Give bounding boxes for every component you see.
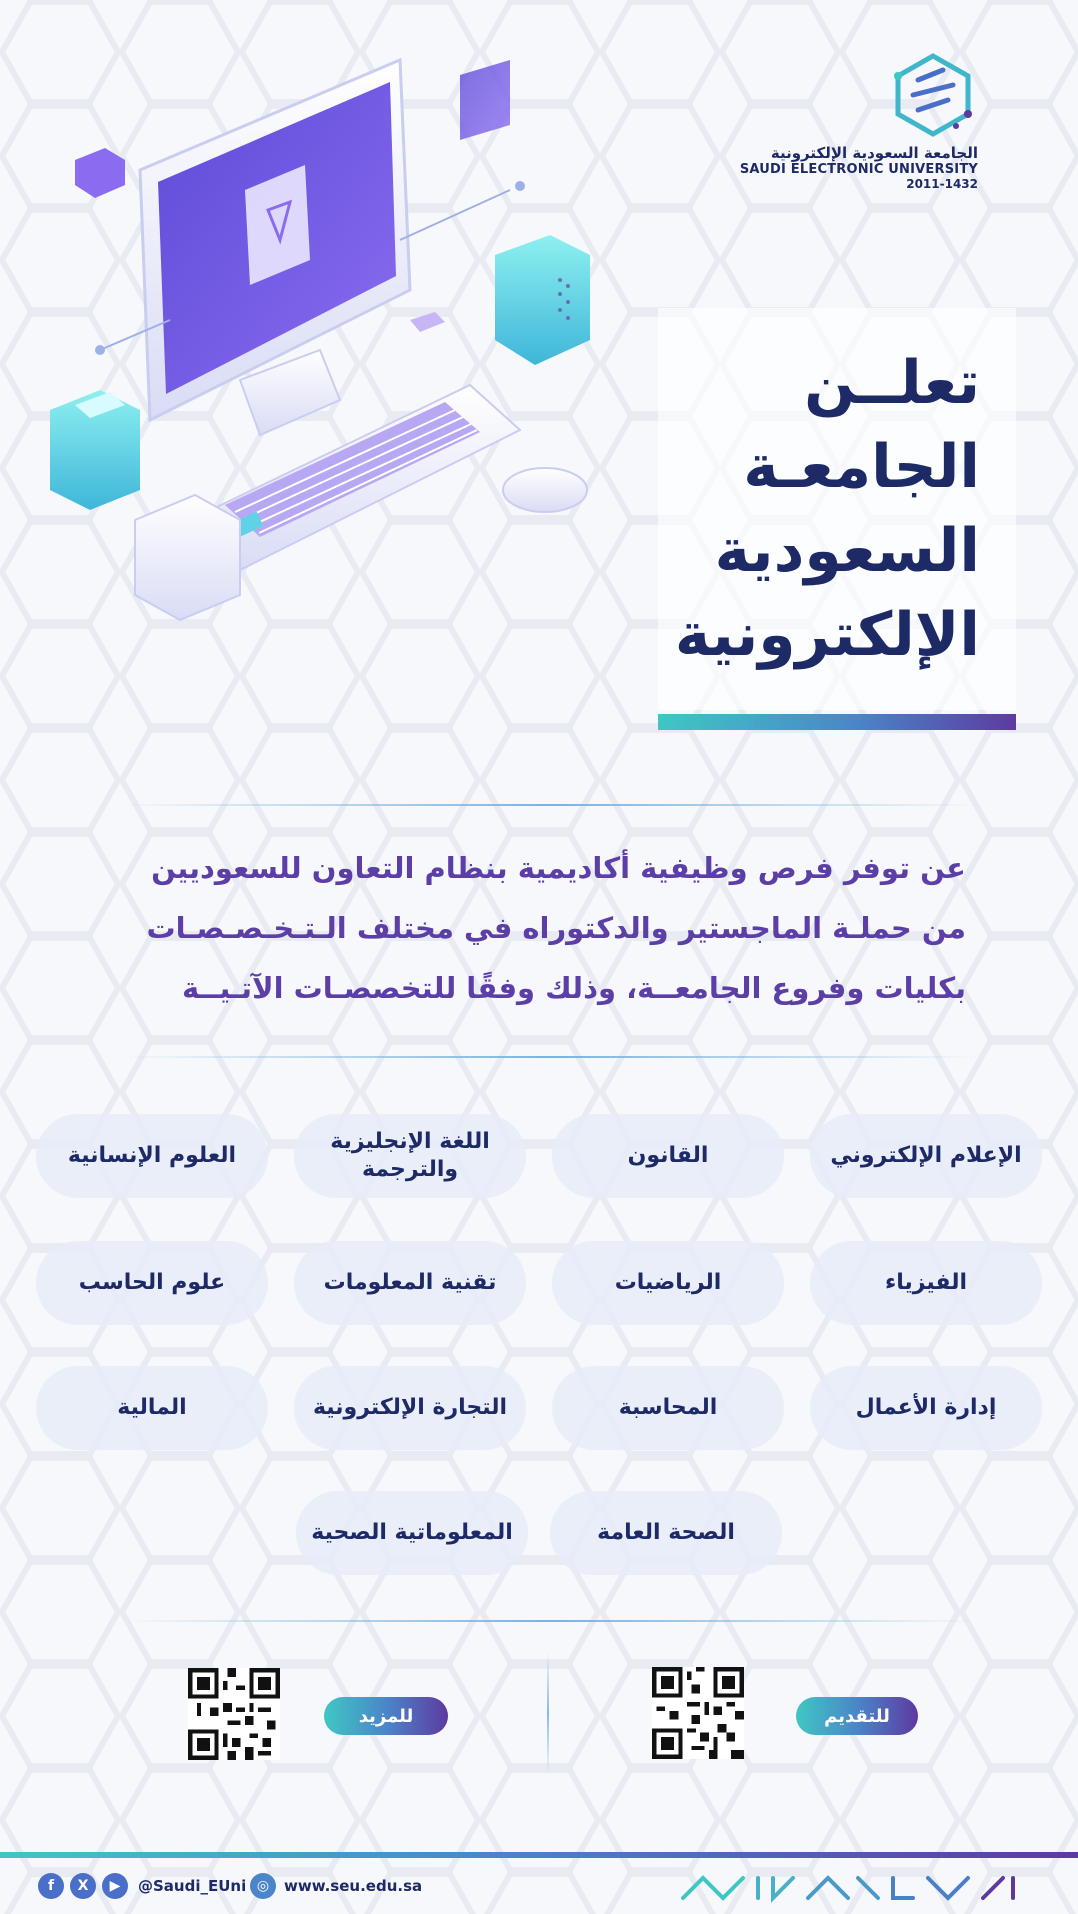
- intro-line-3: بكليات وفروع الجامعــة، وذلك وفقًا للتخصصـات الآتـيــة: [181, 971, 966, 1005]
- website-link: [250, 1873, 422, 1899]
- title-line-1: تعلــن: [804, 348, 980, 418]
- youtube-icon[interactable]: ▶: [102, 1873, 128, 1899]
- specialization-item: المحاسبة: [552, 1366, 784, 1450]
- logo-years: 2011-1432: [906, 177, 978, 191]
- logo-name-ar: الجامعة السعودية الإلكترونية: [770, 144, 978, 162]
- logo-name-en: SAUDI ELECTRONIC UNIVERSITY: [739, 162, 978, 177]
- website-url[interactable]: www.seu.edu.sa: [284, 1877, 423, 1895]
- specialization-item: الإعلام الإلكتروني: [810, 1114, 1042, 1198]
- specialization-item: القانون: [552, 1114, 784, 1198]
- apply-qr-code[interactable]: [652, 1667, 744, 1759]
- specialization-item: الصحة العامة: [550, 1491, 782, 1575]
- title-line-2: الجامعـة: [743, 432, 980, 502]
- specialization-item: علوم الحاسب: [36, 1241, 268, 1325]
- divider-bottom: [120, 1620, 980, 1622]
- specialization-item: المعلوماتية الصحية: [296, 1491, 528, 1575]
- intro-line-1: عن توفر فرص وظيفية أكاديمية بنظام التعاون للسعوديين: [151, 851, 966, 885]
- specialization-item: اللغة الإنجليزية والترجمة: [294, 1114, 526, 1198]
- social-links: [38, 1873, 246, 1899]
- apply-button[interactable]: للتقديم: [796, 1697, 918, 1735]
- social-handle[interactable]: @Saudi_EUni: [138, 1877, 247, 1895]
- specialization-item: تقنية المعلومات: [294, 1241, 526, 1325]
- specialization-item: العلوم الإنسانية: [36, 1114, 268, 1198]
- facebook-icon[interactable]: f: [38, 1873, 64, 1899]
- title-line-4: الإلكترونية: [674, 600, 980, 670]
- footer-decorative-pattern: [678, 1872, 1028, 1904]
- footer-accent-band: [0, 1852, 1078, 1858]
- more-info-qr-code[interactable]: [188, 1668, 280, 1760]
- title-line-3: السعودية: [714, 516, 980, 586]
- specialization-item: التجارة الإلكترونية: [294, 1366, 526, 1450]
- specialization-item: المالية: [36, 1366, 268, 1450]
- more-info-button[interactable]: للمزيد: [324, 1697, 448, 1735]
- specialization-item: الرياضيات: [552, 1241, 784, 1325]
- specialization-item: إدارة الأعمال: [810, 1366, 1042, 1450]
- specialization-item: الفيزياء: [810, 1241, 1042, 1325]
- cta-vertical-divider: [547, 1652, 549, 1774]
- x-icon[interactable]: X: [70, 1873, 96, 1899]
- globe-icon: ◎: [250, 1873, 276, 1899]
- intro-line-2: من حملـة الماجستير والدكتوراه في مختلف الـتـخـصـصـات: [146, 911, 966, 945]
